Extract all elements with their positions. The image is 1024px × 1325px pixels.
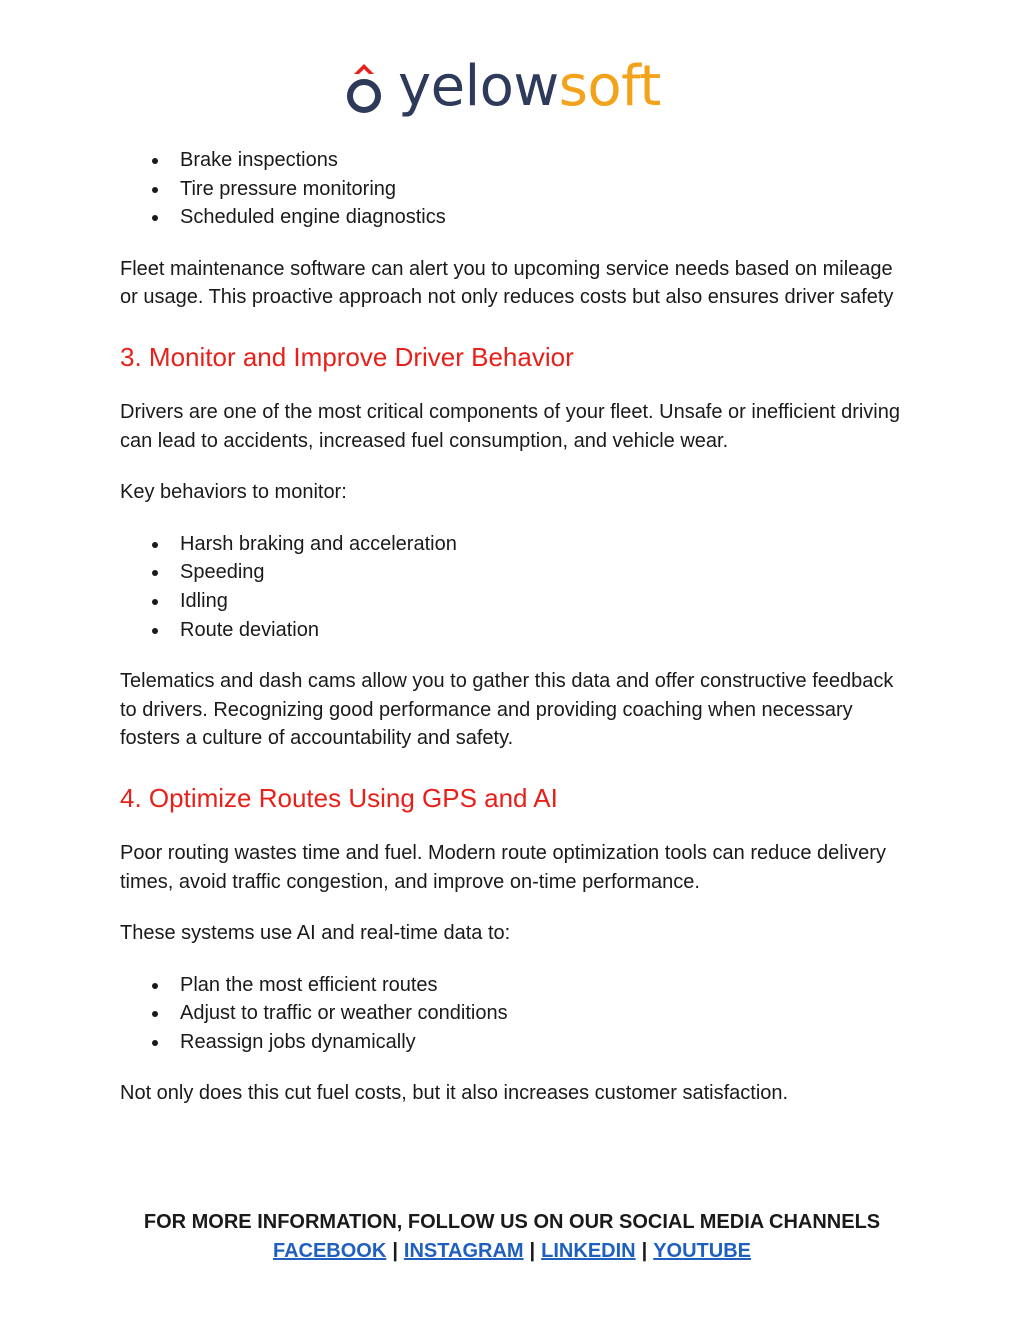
logo-mark-icon [344,60,384,116]
list-item: Tire pressure monitoring [180,175,910,204]
list-item: Speeding [180,558,910,587]
section-heading: 3. Monitor and Improve Driver Behavior [120,341,574,372]
paragraph: Key behaviors to monitor: [120,481,347,504]
list-item: Plan the most efficient routes [180,971,910,1000]
paragraph: Poor routing wastes time and fuel. Modern route optimization tools can reduce delivery times, avoid traffic congestion, and improve on-time performance. [120,841,886,893]
paragraph: Not only does this cut fuel costs, but it also increases customer satisfaction. [120,1082,789,1105]
routing-list [120,971,910,1057]
footer-callout: FOR MORE INFORMATION, FOLLOW US ON OUR SOCIAL MEDIA CHANNELS [143,1211,881,1233]
youtube-link[interactable]: YOUTUBE [653,1240,752,1262]
maintenance-list [120,146,910,232]
separator: | [392,1240,398,1262]
list-item: Route deviation [180,616,910,645]
linkedin-link[interactable]: LINKEDIN [541,1240,636,1262]
instagram-link[interactable]: INSTAGRAM [403,1240,524,1262]
social-links [0,1237,1024,1266]
list-item: Brake inspections [180,146,910,175]
separator: | [529,1240,536,1262]
logo-wordmark: yelowsoft [398,54,661,119]
paragraph: These systems use AI and real-time data to: [120,922,511,945]
paragraph: Drivers are one of the most critical components of your fleet. Unsafe or inefficient driving can lead to accidents, increased fuel consumption, and vehicle wear. [120,400,900,452]
paragraph: Telematics and dash cams allow you to gather this data and offer constructive feedback to drivers. Recognizing good performance and providing coaching when necessary fosters a culture of accountability and safety. [120,670,894,750]
footer [0,1208,1024,1266]
list-item: Harsh braking and acceleration [180,530,910,559]
list-item: Reassign jobs dynamically [180,1028,910,1057]
list-item: Adjust to traffic or weather conditions [180,999,910,1028]
list-item: Scheduled engine diagnostics [180,203,910,232]
yelowsoft-logo [344,54,684,128]
separator: | [641,1240,648,1262]
list-item: Idling [180,587,910,616]
facebook-link[interactable]: FACEBOOK [272,1240,387,1262]
section-heading: 4. Optimize Routes Using GPS and AI [120,782,558,813]
behavior-list [120,530,910,644]
document-body [120,146,910,1108]
paragraph: Fleet maintenance software can alert you to upcoming service needs based on mileage or usage. This proactive approach not only reduces costs but also ensures driver safety [120,257,894,309]
